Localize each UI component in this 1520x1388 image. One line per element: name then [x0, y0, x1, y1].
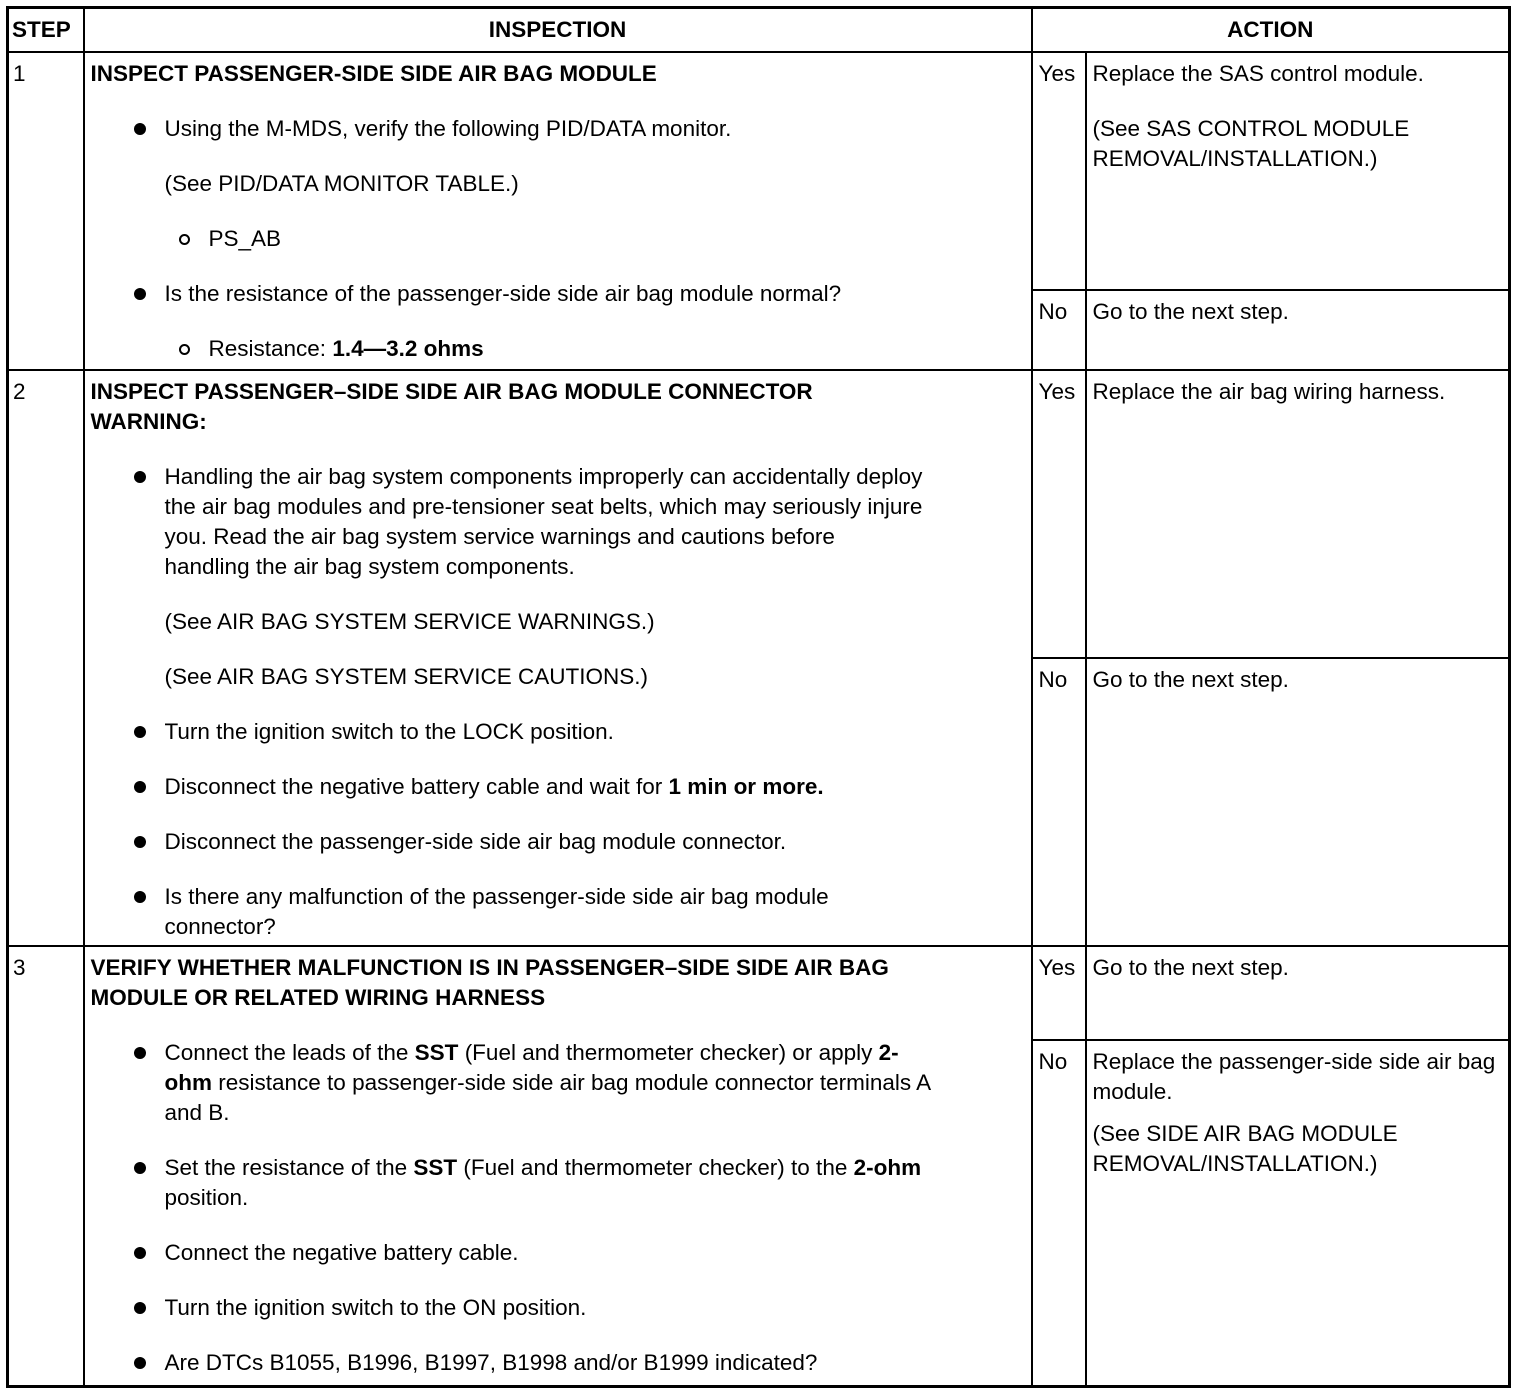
step-1-title: INSPECT PASSENGER-SIDE SIDE AIR BAG MODULE	[90, 61, 657, 86]
step-3-yes-action: Go to the next step.	[1086, 946, 1510, 1040]
step-3-bullet-1	[165, 1038, 1023, 1128]
step-3-bullet-4: Turn the ignition switch to the ON position.	[165, 1293, 1023, 1323]
step-3-bullet-2-text-a: Set the resistance of the	[164, 1155, 414, 1180]
step-3-bullet-1-text-a: Connect the leads of the	[164, 1040, 415, 1065]
header-row	[8, 8, 1510, 53]
step-3-no-action	[1086, 1040, 1510, 1386]
step-2-title: INSPECT PASSENGER–SIDE SIDE AIR BAG MODULE CONNECTOR	[90, 379, 813, 404]
header-action: ACTION	[1032, 8, 1510, 53]
step-3-bullet-2-ohm: 2-ohm	[853, 1155, 922, 1180]
diagnostic-table	[6, 6, 1511, 1388]
step-1-bullet-1-text: Using the M-MDS, verify the following PID/DATA monitor.	[164, 116, 732, 141]
step-3-inspection	[84, 946, 1032, 1386]
step-2-yes-label: Yes	[1032, 370, 1086, 658]
step-1-bullet-1-sub-1: PS_AB	[209, 224, 963, 254]
step-2-wait-time: 1 min or more.	[668, 774, 824, 799]
step-3-bullet-1-text-b: (Fuel and thermometer checker) or apply	[458, 1040, 879, 1065]
step-1-yes-label: Yes	[1032, 52, 1086, 290]
step-2-bullets	[91, 462, 1023, 942]
step-3-bullet-5: Are DTCs B1055, B1996, B1997, B1998 and/or B1999 indicated?	[165, 1348, 1023, 1378]
step-2-bullet-5: Is there any malfunction of the passenger-side side air bag module connector?	[165, 882, 1023, 942]
step-1-bullet-2-sub-1	[209, 334, 963, 364]
step-2-bullet-1-text: Handling the air bag system components improperly can accidentally deploy the air bag modules and pre-tensioner seat belts, which may seriously injure you. Read the air bag system service warnings and cautions before handling the air bag system components.	[164, 464, 923, 579]
step-3-bullet-1-text-c: resistance to passenger-side side air bag module connector terminals A and B.	[164, 1070, 930, 1125]
step-2-row-yes	[8, 370, 1510, 658]
step-2-no-label: No	[1032, 658, 1086, 946]
step-1-bullet-1-sublist	[165, 224, 963, 254]
header-inspection: INSPECTION	[84, 8, 1032, 53]
step-3-yes-label: Yes	[1032, 946, 1086, 1040]
step-1-bullet-2-text: Is the resistance of the passenger-side side air bag module normal?	[164, 281, 842, 306]
step-1-bullet-2	[165, 279, 1023, 364]
step-2-yes-action: Replace the air bag wiring harness.	[1086, 370, 1510, 658]
step-2-bullet-3-text: Disconnect the negative battery cable and wait for	[164, 774, 669, 799]
step-3-no-action-text: Replace the passenger-side side air bag module.	[1092, 1049, 1496, 1104]
step-3-row-yes	[8, 946, 1510, 1040]
step-1-no-action: Go to the next step.	[1086, 290, 1510, 370]
step-3-bullet-2-sst: SST	[413, 1155, 458, 1180]
step-1-no-label: No	[1032, 290, 1086, 370]
step-2-number: 2	[8, 370, 84, 946]
step-1-bullet-1-ref: (See PID/DATA MONITOR TABLE.)	[164, 171, 519, 196]
step-3-bullet-2-text-c: position.	[164, 1185, 249, 1210]
step-3-bullet-1-sst: SST	[414, 1040, 459, 1065]
step-3-no-ref: (See SIDE AIR BAG MODULE REMOVAL/INSTALLATION.)	[1092, 1121, 1398, 1176]
step-1-bullet-1	[165, 114, 1023, 254]
step-3-bullet-2-text-b: (Fuel and thermometer checker) to the	[457, 1155, 854, 1180]
step-3-bullet-2	[165, 1153, 1023, 1213]
header-step: STEP	[8, 8, 84, 53]
step-2-bullet-2: Turn the ignition switch to the LOCK position.	[165, 717, 1023, 747]
step-3-bullet-1-ohm: 2-ohm	[164, 1040, 899, 1095]
step-2-warning: WARNING:	[90, 409, 207, 434]
resistance-value: 1.4—3.2 ohms	[332, 336, 484, 361]
step-1-bullets	[91, 114, 1023, 364]
step-1-bullet-2-sublist	[165, 334, 963, 364]
step-1-inspection	[84, 52, 1032, 370]
step-2-no-action: Go to the next step.	[1086, 658, 1510, 946]
step-2-ref-warnings: (See AIR BAG SYSTEM SERVICE WARNINGS.)	[164, 609, 655, 634]
step-3-no-label: No	[1032, 1040, 1086, 1386]
step-1-yes-action-text: Replace the SAS control module.	[1092, 61, 1424, 86]
step-3-number: 3	[8, 946, 84, 1386]
step-3-bullets	[91, 1038, 1023, 1378]
resistance-label: Resistance:	[208, 336, 333, 361]
step-3-title: VERIFY WHETHER MALFUNCTION IS IN PASSENGER–SIDE SIDE AIR BAG MODULE OR RELATED WIRING HARNESS	[90, 955, 889, 1010]
step-1-number: 1	[8, 52, 84, 370]
step-1-yes-ref: (See SAS CONTROL MODULE REMOVAL/INSTALLATION.)	[1092, 116, 1410, 171]
step-1-row-yes	[8, 52, 1510, 290]
diagnostic-procedure-document	[6, 6, 1508, 1382]
step-2-bullet-4: Disconnect the passenger-side side air bag module connector.	[165, 827, 1023, 857]
step-2-ref-cautions: (See AIR BAG SYSTEM SERVICE CAUTIONS.)	[164, 664, 648, 689]
step-2-inspection	[84, 370, 1032, 946]
step-2-bullet-1	[165, 462, 1023, 692]
step-3-bullet-3: Connect the negative battery cable.	[165, 1238, 1023, 1268]
step-1-yes-action	[1086, 52, 1510, 290]
step-2-bullet-3	[165, 772, 1023, 802]
